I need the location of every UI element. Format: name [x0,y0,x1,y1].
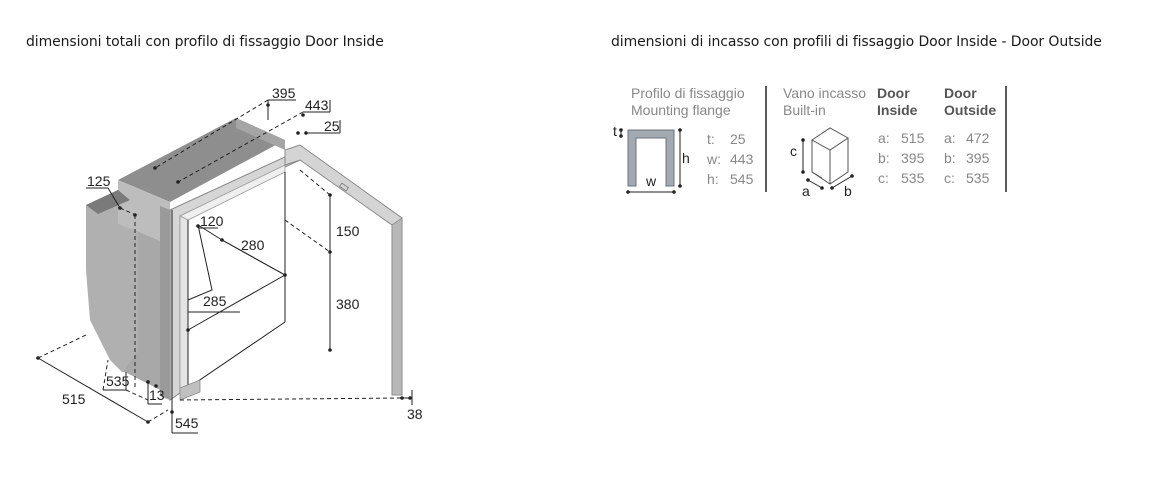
dim-13: 13 [149,387,165,403]
right-heading: dimensioni di incasso con profili di fissaggio Door Inside - Door Outside [611,34,1102,50]
flange-row-1-val: 443 [730,151,754,167]
builtin-title-it: Vano incasso [783,85,867,101]
fridge-inner-left [180,216,188,393]
fridge-drawing [36,85,423,433]
dim-515: 515 [62,391,86,407]
inside-row-1-key: b: [878,150,890,166]
builtin-title-en: Built-in [783,102,826,118]
flange-section [613,85,754,194]
dim-38: 38 [407,406,423,422]
dim-25: 25 [324,118,340,134]
door-outside-title-2: Outside [944,102,997,118]
inside-row-2-key: c: [878,170,889,186]
dim-285: 285 [203,293,227,309]
flange-h-label: h [682,150,690,166]
door-inside-title-2: Inside [877,102,918,118]
outside-row-0-key: a: [944,130,956,146]
outside-row-1-val: 395 [966,150,990,166]
outside-row-0-val: 472 [966,130,990,146]
fridge-front-frame-outer [160,206,170,400]
flange-row-2-key: h: [707,171,719,187]
flange-row-0-key: t: [707,131,715,147]
door-inside-title-1: Door [877,85,910,101]
dim-545: 545 [175,415,199,431]
dim-280: 280 [241,237,265,253]
fridge-inner-floor [188,322,285,388]
builtin-a-label: a [802,183,810,199]
outside-row-1-key: b: [944,150,956,166]
flange-row-2-val: 545 [730,171,754,187]
fridge-door [285,145,402,395]
flange-row-1-key: w: [707,151,721,167]
flange-title-it: Profilo di fissaggio [631,85,745,101]
builtin-section [783,85,996,199]
builtin-box-icon [812,128,848,184]
door-outside-title-1: Door [944,85,977,101]
dim-120: 120 [200,213,224,229]
dim-535: 535 [106,373,130,389]
dim-443: 443 [305,97,329,113]
builtin-c-label: c [790,143,797,159]
inside-row-0-val: 515 [901,130,925,146]
dim-150: 150 [336,223,360,239]
inside-row-0-key: a: [878,130,890,146]
fridge-freezer-box [188,225,285,330]
fridge-door-edge [392,218,402,395]
inside-row-1-val: 395 [901,150,925,166]
fridge-freezer-edge [188,225,212,300]
inside-row-2-val: 535 [901,170,925,186]
builtin-b-label: b [844,183,852,199]
dim-380: 380 [336,296,360,312]
outside-row-2-val: 535 [966,170,990,186]
dim-395: 395 [272,85,296,101]
outside-row-2-key: c: [944,170,955,186]
left-heading: dimensioni totali con profilo di fissaggio Door Inside [26,34,384,50]
flange-title-en: Mounting flange [631,102,731,118]
flange-row-0-val: 25 [730,131,746,147]
dim-125: 125 [87,173,111,189]
flange-t-label: t [613,123,617,139]
flange-w-label: w [646,173,657,189]
